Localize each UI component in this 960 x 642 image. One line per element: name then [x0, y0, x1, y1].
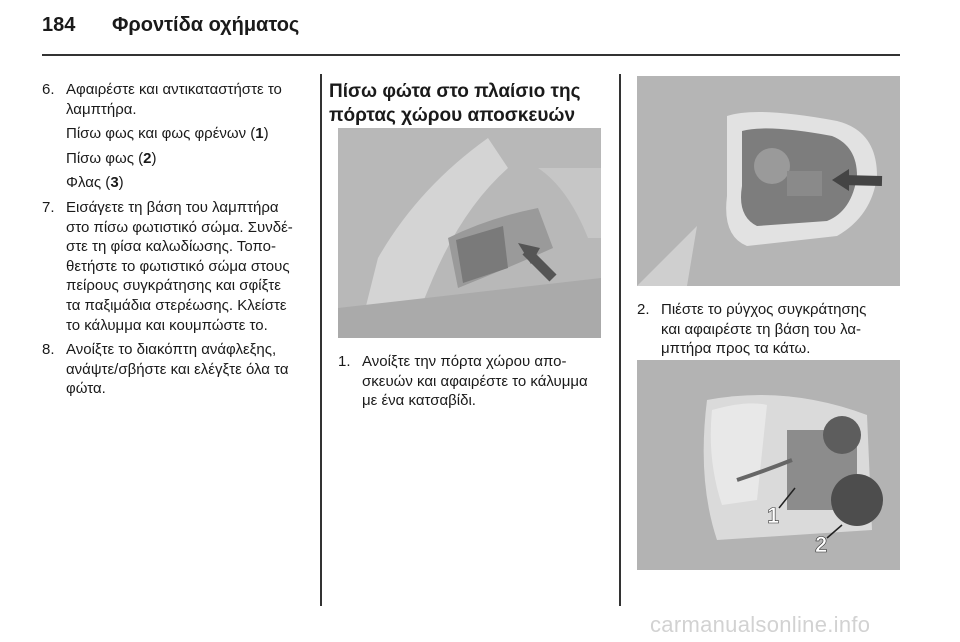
step-number: 7. — [42, 198, 55, 216]
sub-text: Πίσω φως ( — [66, 149, 144, 167]
step-text: Αφαιρέστε και αντικαταστήστε το λαμπτήρα. — [66, 81, 282, 118]
step-number: 2. — [637, 301, 650, 318]
heading-line: πόρτας χώρου αποσκευών — [329, 105, 576, 126]
page-title: Φροντίδα οχήματος — [112, 14, 300, 36]
step-line: σκευών και αφαιρέστε το κάλυμμα — [362, 372, 588, 390]
step-6 — [42, 80, 312, 119]
page-number: 184 — [42, 14, 76, 36]
step-line: στε τη φίσα καλωδίωσης. Τοπο- — [66, 238, 277, 256]
step-line: Ανοίξτε την πόρτα χώρου απο- — [362, 353, 567, 370]
step-line: με ένα κατσαβίδι. — [362, 392, 476, 410]
section-heading — [329, 80, 619, 128]
step-number: 8. — [42, 341, 55, 359]
sub-item-1 — [42, 124, 312, 144]
step-line: στο πίσω φωτιστικό σώμα. Συνδέ- — [66, 218, 293, 236]
step-line: φώτα. — [66, 380, 106, 398]
step-line: και αφαιρέστε τη βάση του λα- — [661, 320, 862, 338]
column-divider-right — [619, 74, 621, 606]
bulb-holder-figure — [637, 360, 900, 570]
step-line: ανάψτε/σβήστε και ελέγξτε όλα τα — [66, 360, 289, 378]
step-number: 1. — [338, 353, 351, 370]
lamp-housing-figure — [637, 76, 900, 286]
tailgate-figure — [338, 128, 601, 338]
sub-ref: 1 — [255, 125, 264, 143]
middle-step-block — [338, 352, 608, 411]
step-1 — [338, 352, 608, 411]
step-line: θετήστε το φωτιστικό σώμα στους — [66, 257, 290, 275]
step-line: Εισάγετε τη βάση του λαμπτήρα — [66, 198, 279, 216]
step-line: Πιέστε το ρύγχος συγκράτησης — [661, 301, 867, 318]
sub-item-3 — [42, 173, 312, 193]
sub-text: Πίσω φως και φως φρένων ( — [66, 125, 256, 143]
step-7 — [42, 198, 312, 335]
column-divider-left — [320, 74, 322, 606]
figure-label-1: 1 — [767, 503, 780, 528]
right-step-block — [637, 300, 900, 359]
step-8 — [42, 340, 312, 399]
sub-text: Φλας ( — [66, 174, 111, 192]
step-line: τα παξιμάδια στερέωσης. Κλείστε — [66, 296, 287, 314]
sub-end: ) — [151, 149, 157, 167]
step-line: το κάλυμμα και κουμπώστε το. — [66, 316, 268, 334]
sub-ref: 2 — [143, 149, 152, 167]
sub-item-2 — [42, 149, 312, 169]
sub-end: ) — [263, 125, 269, 143]
step-number: 6. — [42, 81, 55, 98]
left-column — [42, 80, 312, 399]
step-line: Ανοίξτε το διακόπτη ανάφλεξης, — [66, 341, 277, 359]
step-2 — [637, 300, 900, 359]
step-line: μπτήρα προς τα κάτω. — [661, 340, 811, 358]
step-line: πείρους συγκράτησης και σφίξτε — [66, 277, 281, 295]
sub-ref: 3 — [110, 174, 119, 192]
watermark: carmanualsonline.info — [650, 612, 871, 637]
header-rule — [42, 54, 900, 56]
heading-line: Πίσω φώτα στο πλαίσιο της — [329, 81, 581, 102]
figure-label-2: 2 — [815, 532, 828, 557]
middle-column — [329, 80, 619, 128]
sub-end: ) — [118, 174, 124, 192]
